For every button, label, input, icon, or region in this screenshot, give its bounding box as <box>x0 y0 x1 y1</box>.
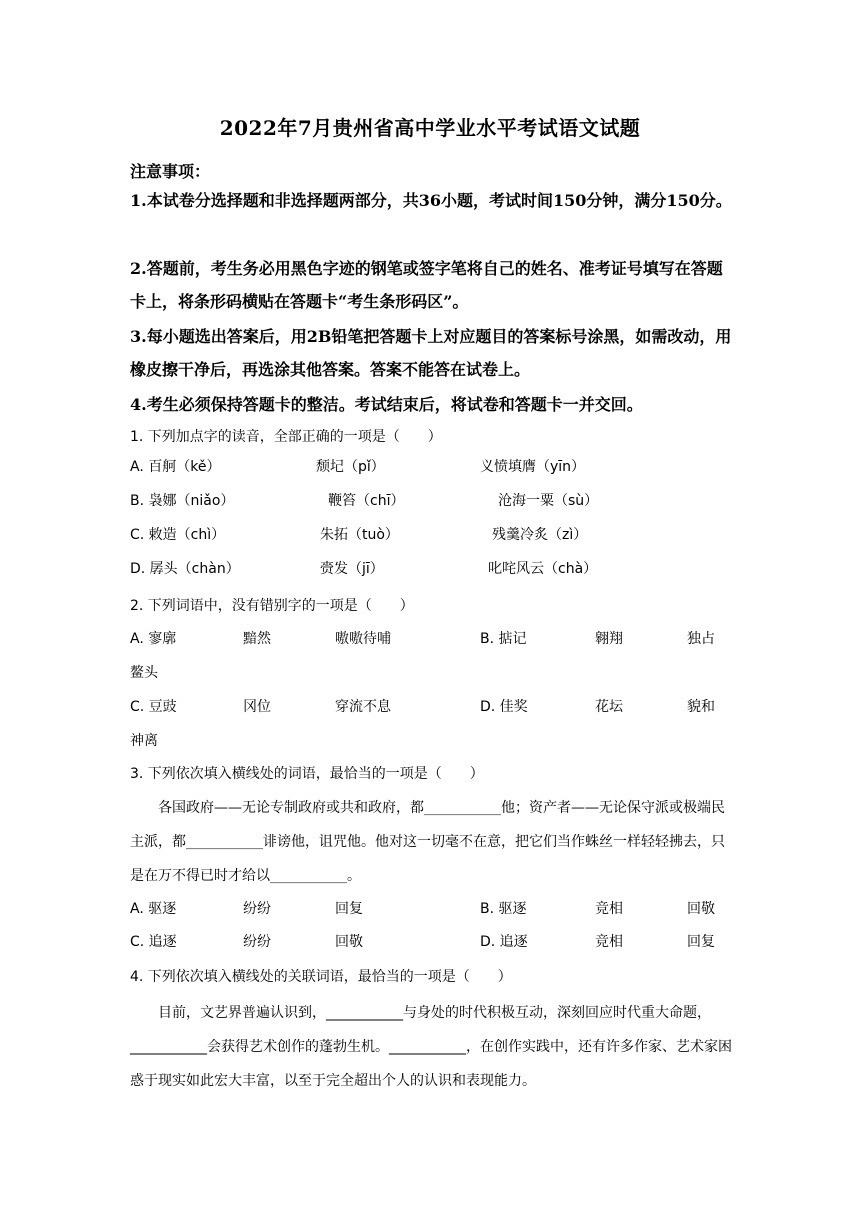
option-text: 颓圮（pǐ） <box>316 459 385 475</box>
notice-item-1: 1.本试卷分选择题和非选择题两部分，共36小题，考试时间150分钟，满分150分。 <box>130 191 732 210</box>
option-text: 残羹冷炙（zì） <box>492 527 588 543</box>
option-text: C. 豆豉 <box>130 699 177 715</box>
question-3-stem: 3. 下列依次填入横线处的词语，最恰当的一项是（ ） <box>130 766 484 782</box>
question-2-stem: 2. 下列词语中，没有错别字的一项是（ ） <box>130 598 414 614</box>
option-text: 回敬 <box>687 901 715 917</box>
option-text: A. 百舸（kě） <box>130 459 221 475</box>
option-text: D. 追逐 <box>480 934 528 950</box>
option-text: 沧海一粟（sù） <box>498 493 599 509</box>
option-text: 回复 <box>687 934 715 950</box>
option-text: A. 寥廓 <box>130 631 177 647</box>
option-text: 纷纷 <box>243 901 271 917</box>
option-text: 叱咤风云（chà） <box>488 561 598 577</box>
option-text: 鞭笞（chī） <box>328 493 405 509</box>
notice-item-4: 4.考生必须保持答题卡的整洁。考试结束后，将试卷和答题卡一并交回。 <box>130 395 643 414</box>
option-text: 独占 <box>687 631 715 647</box>
question-4-stem: 4. 下列依次填入横线处的关联词语，最恰当的一项是（ ） <box>130 969 512 985</box>
question-2-row-2 <box>130 691 740 724</box>
question-1-option-b <box>130 485 740 518</box>
question-2-row-1-cont <box>130 657 740 690</box>
option-text: A. 驱逐 <box>130 901 177 917</box>
option-text: B. 袅娜（niǎo） <box>130 493 235 509</box>
option-text: 纷纷 <box>243 934 271 950</box>
option-text: 冈位 <box>243 699 271 715</box>
option-text: D. 孱头（chàn） <box>130 561 240 577</box>
option-text: 朱拓（tuò） <box>320 527 399 543</box>
question-1-option-d <box>130 553 740 586</box>
notice-item-2: 2.答题前，考生务必用黑色字迹的钢笔或签字笔将自己的姓名、准考证号填写在答题卡上，将条形码横贴在答题卡“考生条形码区”。 <box>130 259 723 311</box>
option-text: 竞相 <box>595 934 623 950</box>
page-title: 2022年7月贵州省高中学业水平考试语文试题 <box>219 116 641 140</box>
option-text: 竞相 <box>595 901 623 917</box>
question-1-stem: 1. 下列加点字的读音，全部正确的一项是（ ） <box>130 429 442 445</box>
notice-item-3: 3.每小题选出答案后，用2B铅笔把答题卡上对应题目的答案标号涂黑，如需改动，用橡皮擦干净后，再选涂其他答案。答案不能答在试卷上。 <box>130 327 732 379</box>
option-text: 回复 <box>335 901 363 917</box>
option-text: 花坛 <box>595 699 623 715</box>
option-text: B. 掂记 <box>480 631 527 647</box>
question-1-option-a <box>130 451 740 484</box>
option-text: 嗷嗷待哺 <box>335 631 391 647</box>
option-text: 鳌头 <box>130 665 158 681</box>
option-text: 翱翔 <box>595 631 623 647</box>
question-3-row-1 <box>130 893 740 926</box>
option-text: 貌和 <box>687 699 715 715</box>
question-4-passage: 目前，文艺界普遍认识到，___________与身处的时代积极互动，深刻回应时代重大命题，___________会获得艺术创作的蓬勃生机。___________，在创作实践中，还有许多作家、艺术家困惑于现实如此宏大丰富，以至于完全超出个人的认识和表现能力。 <box>130 1005 732 1089</box>
question-1-option-c <box>130 519 740 552</box>
option-text: D. 佳奖 <box>480 699 528 715</box>
option-text: B. 驱逐 <box>480 901 527 917</box>
question-2-row-1 <box>130 623 740 656</box>
option-text: 神离 <box>130 733 158 749</box>
notice-heading: 注意事项： <box>130 162 211 181</box>
question-2-row-2-cont <box>130 725 740 758</box>
option-text: C. 追逐 <box>130 934 177 950</box>
option-text: 回敬 <box>335 934 363 950</box>
option-text: C. 敕造（chì） <box>130 527 226 543</box>
option-text: 穿流不息 <box>335 699 391 715</box>
option-text: 义愤填膺（yīn） <box>480 459 586 475</box>
option-text: 赍发（jī） <box>320 561 384 577</box>
option-text: 黯然 <box>243 631 271 647</box>
question-3-passage: 各国政府——无论专制政府或共和政府，都___________他；资产者——无论保守派或极端民主派，都___________诽谤他，诅咒他。他对这一切毫不在意，把它们当作蛛丝一样轻轻拂去，只是在万不得已时才给以___________。 <box>130 800 725 884</box>
question-3-row-2 <box>130 926 740 959</box>
